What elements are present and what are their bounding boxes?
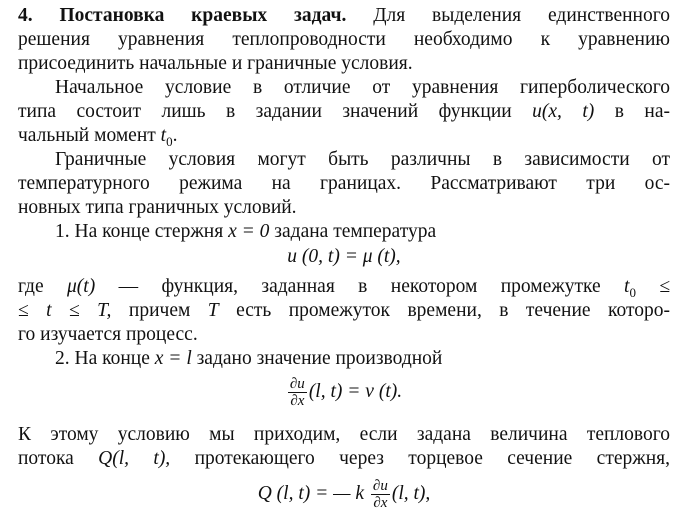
formula-2: [18, 372, 670, 412]
period: .: [172, 125, 178, 146]
flux-line-2: [18, 447, 670, 471]
case1-text: 1. На конце стержня: [55, 221, 224, 242]
flux-line-1: К этому условию мы приходим, если задана величина теплового: [18, 424, 670, 445]
where-line-2: [18, 299, 670, 323]
fraction-numerator: ∂u: [289, 376, 305, 393]
function-u: u(x, t): [532, 101, 595, 122]
case1-line: [55, 220, 670, 244]
le-sign: ≤: [659, 276, 671, 297]
le-sign-2: ≤: [18, 300, 29, 321]
derivative-fraction: [288, 376, 307, 409]
flux-text-b: протекающего через торцевое сечение стержня,: [194, 448, 670, 469]
fraction-numerator-2: ∂u: [372, 478, 388, 495]
mu-function: μ(t): [67, 276, 96, 297]
t-sub: 0: [629, 284, 636, 300]
case2-text: 2. На конце: [55, 348, 150, 369]
flux-q: Q(l, t),: [98, 448, 171, 469]
intro-text: Для выделения единственного: [373, 5, 670, 26]
T-var: T: [207, 300, 219, 321]
flux-text: потока: [18, 448, 74, 469]
initial-line-2: [18, 100, 670, 124]
boundary-line-2: температурного режима на границах. Рассматривают три ос-: [18, 173, 670, 194]
initial-moment-text: чальный момент: [18, 125, 156, 146]
where-text-2: причем: [128, 300, 191, 321]
time-var: t: [160, 125, 167, 146]
case2-text-b: задано значение производной: [196, 348, 443, 369]
boundary-line-3: новных типа граничных условий.: [18, 197, 297, 218]
initial-text-end: в на-: [614, 101, 670, 122]
case1-condition: x = 0: [228, 221, 270, 242]
where-text-3: есть промежуток времени, в течение которо-: [236, 300, 671, 321]
fraction-denominator-2: ∂x: [373, 495, 388, 512]
case2-condition: x = l: [154, 348, 192, 369]
time-sub: 0: [166, 133, 173, 149]
case1-text-b: задана температура: [274, 221, 437, 242]
formula-2-rest: (l, t) = ν (t).: [308, 381, 403, 402]
formula-3-lhs: Q (l, t) = — k: [257, 483, 365, 504]
formula-3: [18, 474, 670, 514]
t-range: t ≤ T,: [46, 300, 112, 321]
where-line-3: го изучается процесс.: [18, 324, 198, 345]
paragraph-heading-line: [18, 4, 670, 28]
formula-3-rest: (l, t),: [391, 483, 431, 504]
section-heading: 4. Постановка краевых задач.: [18, 5, 347, 26]
initial-line-1: Начальное условие в отличие от уравнения гиперболического: [55, 77, 670, 98]
where-word: где: [18, 276, 44, 297]
intro-line-3: присоединить начальные и граничные условия.: [18, 53, 413, 74]
where-text: — функция, заданная в некотором промежутке: [118, 276, 601, 297]
boundary-line-1: Граничные условия могут быть различны в зависимости от: [55, 149, 670, 170]
initial-text: типа состоит лишь в задании значений функции: [18, 101, 512, 122]
t-var: t: [624, 276, 630, 297]
formula-1: u (0, t) = μ (t),: [287, 246, 401, 267]
intro-line-2: решения уравнения теплопроводности необходимо к уравнению: [18, 29, 670, 50]
fraction-denominator: ∂x: [290, 393, 305, 410]
case2-line: [55, 347, 670, 371]
derivative-fraction-2: [371, 478, 390, 511]
